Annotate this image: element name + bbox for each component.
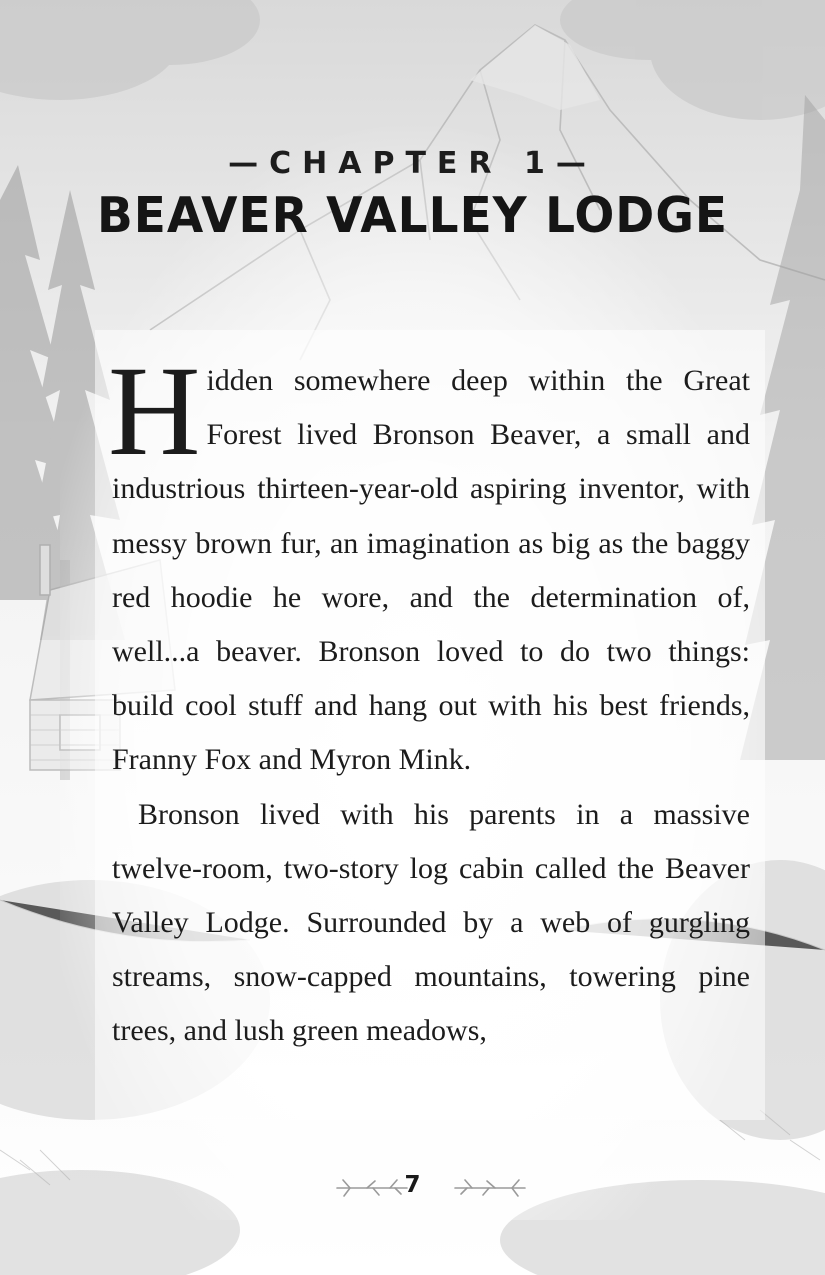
page-number: 7 xyxy=(404,1172,421,1198)
chapter-title: BEAVER VALLEY LODGE xyxy=(96,186,729,245)
twig-ornament-icon xyxy=(452,1176,527,1200)
chapter-body xyxy=(108,340,750,1059)
chapter-label: —CHAPTER 1— xyxy=(228,146,597,181)
paragraph xyxy=(108,340,750,788)
paragraph: Bronson lived with his parents in a massive twelve-room, two-story log cabin called the Beaver Valley Lodge. Surrounded by a web of gurgling streams, snow-capped mountains, towering pine trees, and lush green meadows, xyxy=(112,797,750,1048)
paragraph-text: idden somewhere deep within the Great Forest lived Bronson Beaver, a small and industrious thirteen-year-old aspiring inventor, with messy brown fur, an imagination as big as the baggy red hoodie he wore, and the determination of, well...a beaver. Bronson loved to do two things: build cool stuff and hang out with his best friends, Franny Fox and Myron Mink. xyxy=(112,364,750,777)
drop-cap: H xyxy=(108,340,201,482)
